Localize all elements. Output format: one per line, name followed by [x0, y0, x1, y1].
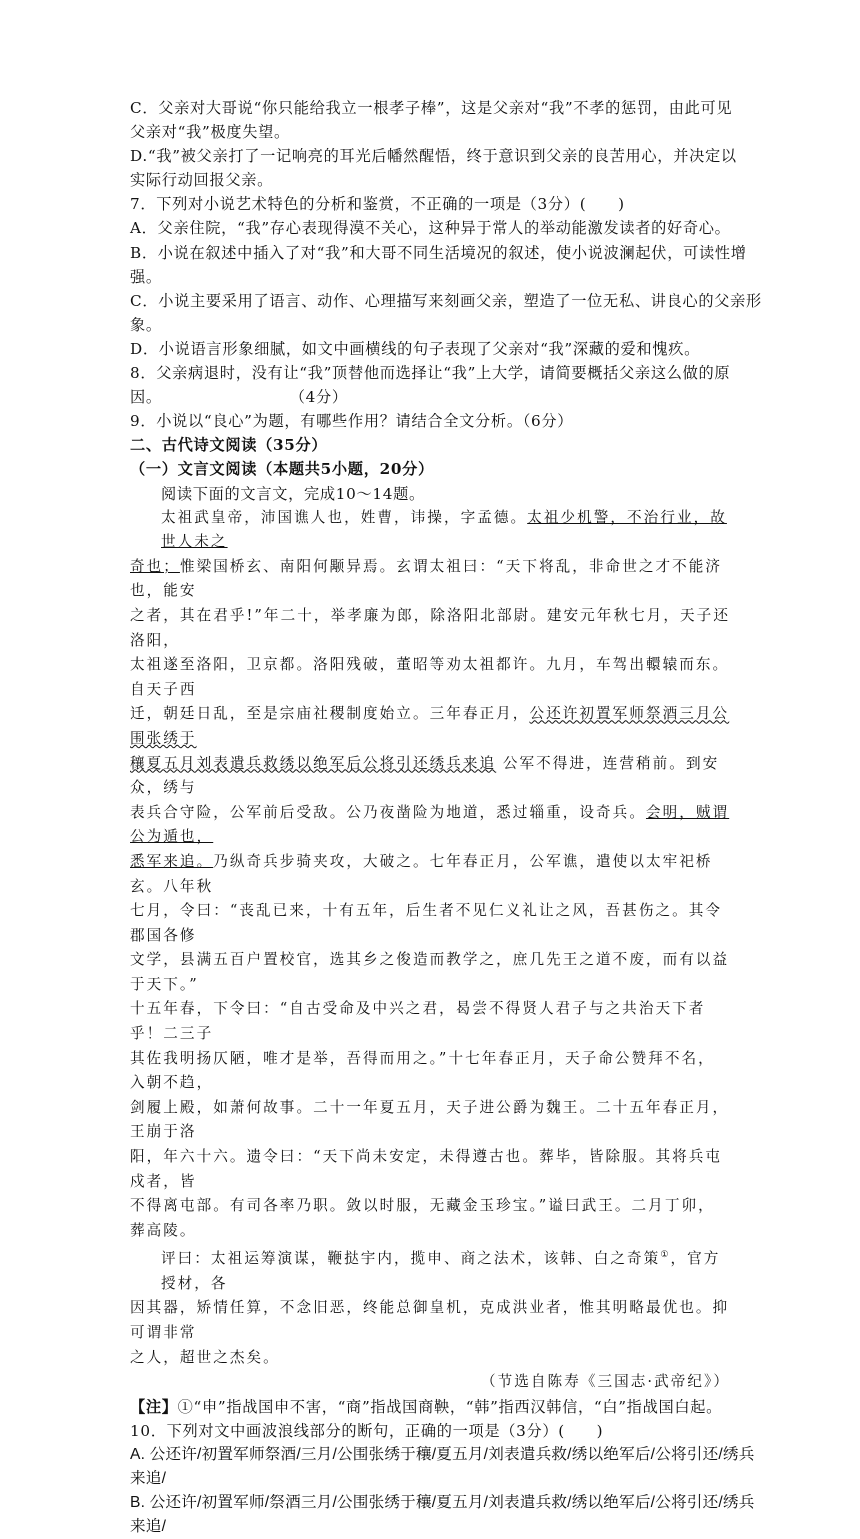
- passage-line: 奇也；惟梁国桥玄、南阳何颙异焉。玄谓太祖曰：“天下将乱，非命世之才不能济也，能安: [130, 557, 723, 600]
- passage-line: 评曰：太祖运筹演谋，鞭挞宇内，揽申、商之法术，该韩、白之奇策①，官方授材，各: [161, 1250, 721, 1292]
- q8-line1: 8．父亲病退时，没有让“我”顶替他而选择让“我”上大学，请简要概括父亲这么做的原: [130, 364, 731, 383]
- passage-line: 之者，其在君乎!”年二十，举孝廉为郎，除洛阳北部尉。建安元年秋七月，天子还洛阳，: [130, 606, 730, 649]
- section2-title: 二、古代诗文阅读（35分）: [130, 436, 328, 455]
- q8-line2-text: 因。: [130, 388, 162, 407]
- underlined-sentence: 太祖少机警，不治行业，故世人未之: [161, 508, 727, 551]
- note: [130, 1395, 730, 1419]
- underlined-sentence: 悉军来追。: [130, 852, 214, 870]
- passage-line: 因其器，矫情任算，不念旧恶，终能总御皇机，克成洪业者，惟其明略最优也。抑可谓非常: [130, 1299, 730, 1342]
- q7-stem: 7．下列对小说艺术特色的分析和鉴赏，不正确的一项是（3分）( ): [130, 195, 625, 214]
- passage-line: 不得离屯部。有司各率乃职。敛以时服，无藏金玉珍宝。”谥曰武王。二月丁卯，葬高陵。: [130, 1197, 715, 1239]
- passage-line: 七月，令曰：“丧乱已来，十有五年，后生者不见仁义礼让之风，吾甚伤之。其令郡国各修: [130, 902, 723, 944]
- classical-passage: [130, 506, 730, 1395]
- underlined-sentence: 会明，贼谓公为遁也，: [130, 803, 730, 846]
- q7-option-d: D．小说语言形象细腻，如文中画横线的句子表现了父亲对“我”深藏的爱和愧疚。: [130, 339, 700, 358]
- section2-instruction: 阅读下面的文言文，完成10～14题。: [161, 484, 425, 503]
- q6-option-c-line2: 父亲对“我”极度失望。: [130, 123, 290, 142]
- q10-option-b-line2: 来追/: [130, 1518, 167, 1536]
- underlined-sentence: 奇也；: [130, 557, 180, 575]
- q6-option-c-line1: C．父亲对大哥说“你只能给我立一根孝子棒”，这是父亲对“我”不孝的惩罚，由此可见: [130, 99, 733, 117]
- note-text: ①“申”指战国申不害，“商”指战国商鞅，“韩”指西汉韩信，“白”指战国白起。: [177, 1397, 723, 1416]
- q7-option-c-line1: C．小说主要采用了语言、动作、心理描写来刻画父亲，塑造了一位无私、讲良心的父亲形: [130, 291, 762, 310]
- q7-option-a: A．父亲住院，“我”存心表现得漠不关心，这种异于常人的举动能激发读者的好奇心。: [130, 219, 731, 238]
- q8-line2: [130, 385, 730, 409]
- passage-line: 悉军来追。乃纵奇兵步骑夹攻，大破之。七年春正月，公军谯，遣使以太牢祀桥玄。八年秋: [130, 852, 713, 895]
- q10-stem: 10．下列对文中画波浪线部分的断句，正确的一项是（3分）( ): [130, 1421, 604, 1440]
- passage-line: 太祖武皇帝，沛国谯人也，姓曹，讳操，字孟德。太祖少机警，不治行业，故世人未之: [161, 508, 727, 551]
- footnote-marker: ①: [660, 1250, 671, 1261]
- passage-line: 剑履上殿，如萧何故事。二十一年夏五月，天子进公爵为魏王。二十五年春正月，王崩于洛: [130, 1098, 730, 1141]
- section2-sub1-title: （一）文言文阅读（本题共5小题，20分）: [130, 460, 434, 479]
- wavy-underlined-passage: 穰夏五月刘表遣兵救绣以绝军后公将引还绣兵来追: [130, 754, 497, 772]
- q9-stem: 9．小说以“良心”为题，有哪些作用？请结合全文分析。（6分）: [130, 412, 574, 431]
- q7-option-b-line2: 强。: [130, 267, 162, 286]
- wavy-underlined-passage: 公还许初置军师祭酒三月公围张绣于: [130, 705, 730, 747]
- passage-line: 十五年春，下令曰：“自古受命及中兴之君，曷尝不得贤人君子与之共治天下者乎！二三子: [130, 1000, 706, 1043]
- q7-option-c-line2: 象。: [130, 315, 162, 334]
- passage-source: （节选自陈寿《三国志·武帝纪》）: [480, 1373, 730, 1391]
- note-label: 【注】: [130, 1397, 178, 1416]
- q10-option-a-line2: 来追/: [130, 1470, 167, 1488]
- q10-option-a-line1: A. 公还许/初置军师祭酒/三月/公围张绣于穰/夏五月/刘表遣兵救/绣以绝军后/公将引还/绣兵: [130, 1446, 755, 1464]
- passage-line: 其佐我明扬仄陋，唯才是举，吾得而用之。”十七年春正月，天子命公赞拜不名，入朝不趋，: [130, 1049, 715, 1092]
- exam-page: [130, 96, 762, 1539]
- passage-line: 太祖遂至洛阳，卫京都。洛阳残破，董昭等劝太祖都许。九月，车驾出轘辕而东。自天子西: [130, 656, 730, 698]
- q6-option-d-line2: 实际行动回报父亲。: [130, 171, 273, 190]
- passage-line: 之人，超世之杰矣。: [130, 1348, 280, 1366]
- q6-option-d-line1: D.“我”被父亲打了一记响亮的耳光后幡然醒悟，终于意识到父亲的良苦用心，并决定以: [130, 147, 737, 166]
- passage-line: 文学，县满五百户置校官，选其乡之俊造而教学之，庶几先王之道不废，而有以益于天下。”: [130, 951, 730, 993]
- passage-line: 穰夏五月刘表遣兵救绣以绝军后公将引还绣兵来追 公军不得进，连营稍前。到安众，绣与: [130, 754, 720, 797]
- q8-points: （4分）: [289, 388, 348, 407]
- q7-option-b-line1: B．小说在叙述中插入了对“我”和大哥不同生活境况的叙述，使小说波澜起伏，可读性增: [130, 243, 747, 262]
- q10-option-b-line1: B. 公还许/初置军师/祭酒三月/公围张绣于穰/夏五月/刘表遣兵救/绣以绝军后/公将引还/绣兵: [130, 1494, 755, 1512]
- passage-line: 阳，年六十六。遗令曰：“天下尚未安定，未得遵古也。葬毕，皆除服。其将兵屯戍者，皆: [130, 1148, 723, 1190]
- passage-line: 表兵合守险，公军前后受敌。公乃夜凿险为地道，悉过辎重，设奇兵。会明，贼谓公为遁也，: [130, 803, 730, 846]
- passage-line: 迁，朝廷日乱，至是宗庙社稷制度始立。三年春正月，公还许初置军师祭酒三月公围张绣于: [130, 705, 730, 747]
